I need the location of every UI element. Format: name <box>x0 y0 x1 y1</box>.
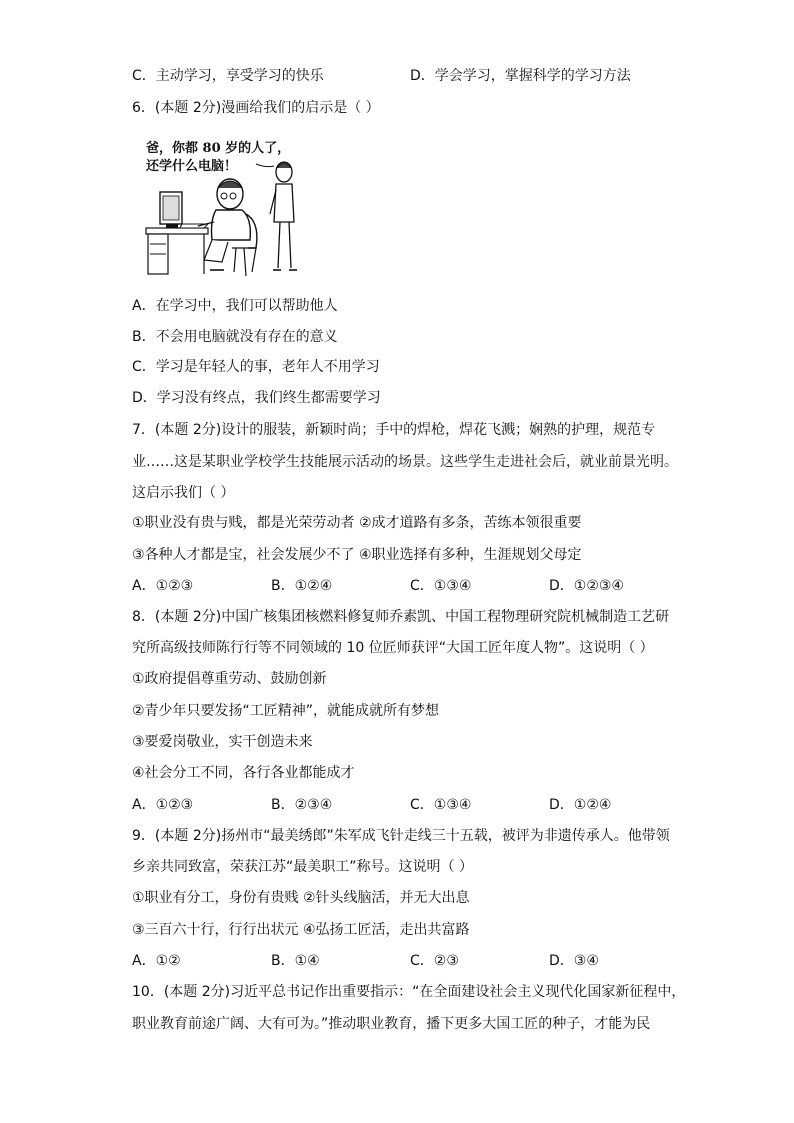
q8-statement-2: ②青少年只要发扬“工匠精神”，就能成就所有梦想 <box>132 703 440 719</box>
q8-option-b: B．②③④ <box>271 797 333 813</box>
q8-stem-line1: 8．(本题 2分)中国广核集团核燃料修复师乔素凯、中国工程物理研究院机械制造工艺研 <box>132 609 670 625</box>
q5-option-d: D．学会学习，掌握科学的学习方法 <box>410 68 631 84</box>
q10-stem-line2: 职业教育前途广阔、大有可为。”推动职业教育，播下更多大国工匠的种子，才能为民 <box>132 1016 651 1032</box>
q6-option-c: C．学习是年轻人的事，老年人不用学习 <box>132 359 380 375</box>
q9-option-b: B．①④ <box>271 953 320 969</box>
q7-option-d: D．①②③④ <box>549 578 624 594</box>
q7-stem-line1: 7．(本题 2分)设计的服装，新颖时尚；手中的焊枪，焊花飞溅；娴熟的护理，规范专 <box>132 422 656 438</box>
q7-stem-line2: 业……这是某职业学校学生技能展示活动的场景。这些学生走进社会后，就业前景光明。 <box>132 454 678 470</box>
q6-option-b: B．不会用电脑就没有存在的意义 <box>132 329 338 345</box>
q7-option-b: B．①②④ <box>271 578 333 594</box>
q9-stem-line1: 9．(本题 2分)扬州市“最美绣郎”朱军成飞针走线三十五载，被评为非遗传承人。他带领 <box>132 828 670 844</box>
q8-stem-line2: 究所高级技师陈行行等不同领域的 10 位匠师获评“大国工匠年度人物”。这说明（ ） <box>132 640 654 656</box>
q6-cartoon-image <box>138 130 308 280</box>
q8-option-d: D．①②④ <box>549 797 612 813</box>
q6-option-a: A．在学习中，我们可以帮助他人 <box>132 298 338 314</box>
q8-option-c: C．①③④ <box>410 797 472 813</box>
q9-statements-row1: ①职业有分工，身份有贵贱 ②针头线脑活，并无大出息 <box>132 890 470 906</box>
q8-option-a: A．①②③ <box>132 797 194 813</box>
q8-statement-3: ③要爱岗敬业，实干创造未来 <box>132 734 313 750</box>
q6-stem: 6．(本题 2分)漫画给我们的启示是（ ） <box>132 100 380 116</box>
q9-option-a: A．①② <box>132 953 181 969</box>
q5-option-c: C．主动学习，享受学习的快乐 <box>132 68 324 84</box>
q7-statements-row1: ①职业没有贵与贱，都是光荣劳动者 ②成才道路有多条，苦练本领很重要 <box>132 515 582 531</box>
q9-stem-line2: 乡亲共同致富，荣获江苏“最美职工”称号。这说明（ ） <box>132 859 473 875</box>
q10-stem-line1: 10．(本题 2分)习近平总书记作出重要指示：“在全面建设社会主义现代化国家新征程中， <box>132 984 686 1000</box>
q6-option-d: D．学习没有终点，我们终生都需要学习 <box>132 390 381 406</box>
cartoon-drawing <box>138 130 308 280</box>
cartoon-caption-line1: 爸，你都 80 岁的人了， <box>146 141 291 156</box>
q8-statement-4: ④社会分工不同，各行各业都能成才 <box>132 765 355 781</box>
q7-option-c: C．①③④ <box>410 578 472 594</box>
q7-statements-row2: ③各种人才都是宝，社会发展少不了 ④职业选择有多种，生涯规划父母定 <box>132 547 582 563</box>
q9-statements-row2: ③三百六十行，行行出状元 ④弘扬工匠活，走出共富路 <box>132 922 470 938</box>
q8-statement-1: ①政府提倡尊重劳动、鼓励创新 <box>132 671 327 687</box>
cartoon-caption-line2: 还学什么电脑！ <box>146 159 238 174</box>
q7-stem-line3: 这启示我们（ ） <box>132 485 235 501</box>
q9-option-c: C．②③ <box>410 953 459 969</box>
q7-option-a: A．①②③ <box>132 578 194 594</box>
q9-option-d: D．③④ <box>549 953 599 969</box>
